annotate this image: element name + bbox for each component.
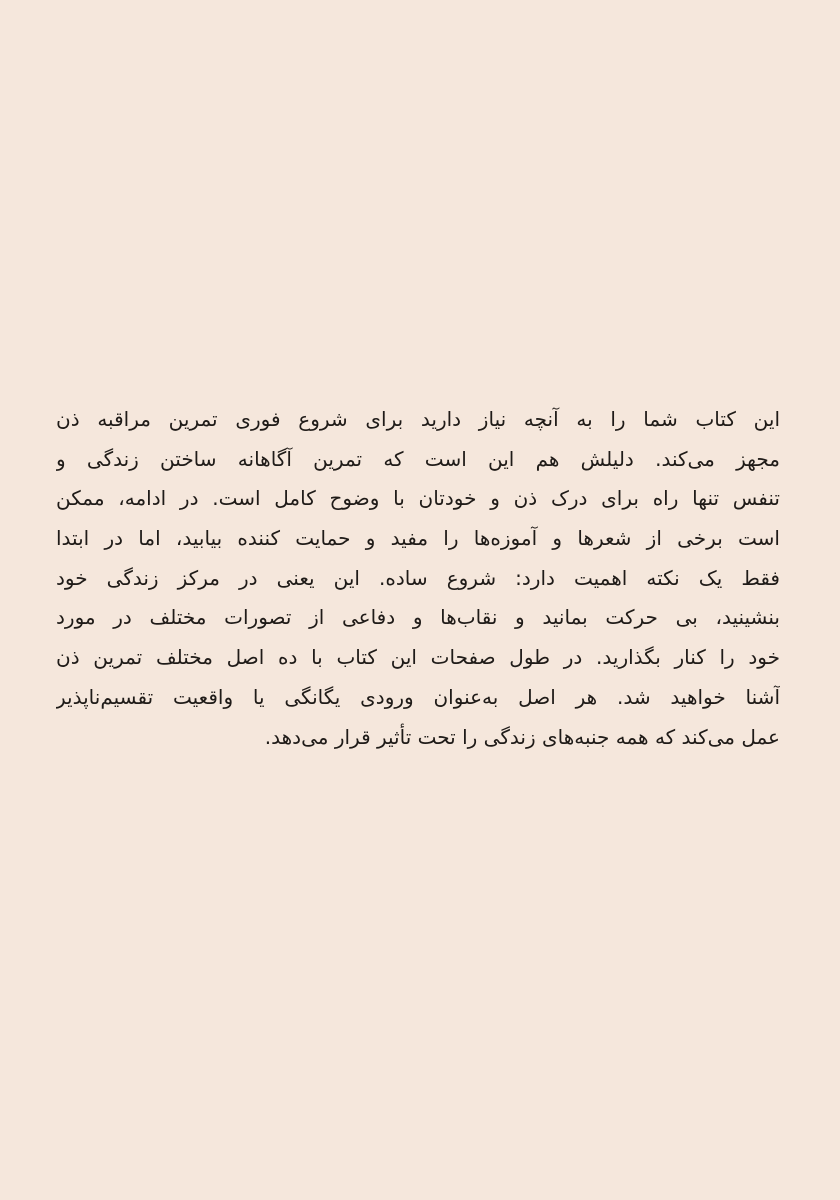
paragraph-line-2: مجهز می‌کند. دلیلش هم این است که تمرین آگاهانه ساختن زندگی و [56, 446, 780, 471]
paragraph-line-9: عمل می‌کند که همه جنبه‌های زندگی را تحت تأثیر قرار می‌دهد. [264, 724, 780, 749]
paragraph-line-5: فقط یک نکته اهمیت دارد: شروع ساده. این یعنی در مرکز زندگی خود [56, 565, 780, 590]
paragraph-line-3: تنفس تنها راه برای درک ذن و خودتان با وضوح کامل است. در ادامه، ممکن [56, 486, 780, 511]
body-paragraph [56, 400, 780, 757]
paragraph-line-7: خود را کنار بگذارید. در طول صفحات این کتاب با ده اصل مختلف تمرین ذن [56, 645, 780, 670]
paragraph-line-1: این کتاب شما را به آنچه نیاز دارید برای شروع فوری تمرین مراقبه ذن [56, 407, 780, 431]
paragraph-line-8: آشنا خواهید شد. هر اصل به‌عنوان ورودی یگانگی یا واقعیت تقسیم‌ناپذیر [56, 684, 780, 709]
paragraph-line-6: بنشینید، بی حرکت بمانید و نقاب‌ها و دفاعی از تصورات مختلف در مورد [56, 605, 780, 630]
paragraph-line-4: است برخی از شعرها و آموزه‌ها را مفید و حمایت کننده بیابید، اما در ابتدا [56, 526, 780, 551]
